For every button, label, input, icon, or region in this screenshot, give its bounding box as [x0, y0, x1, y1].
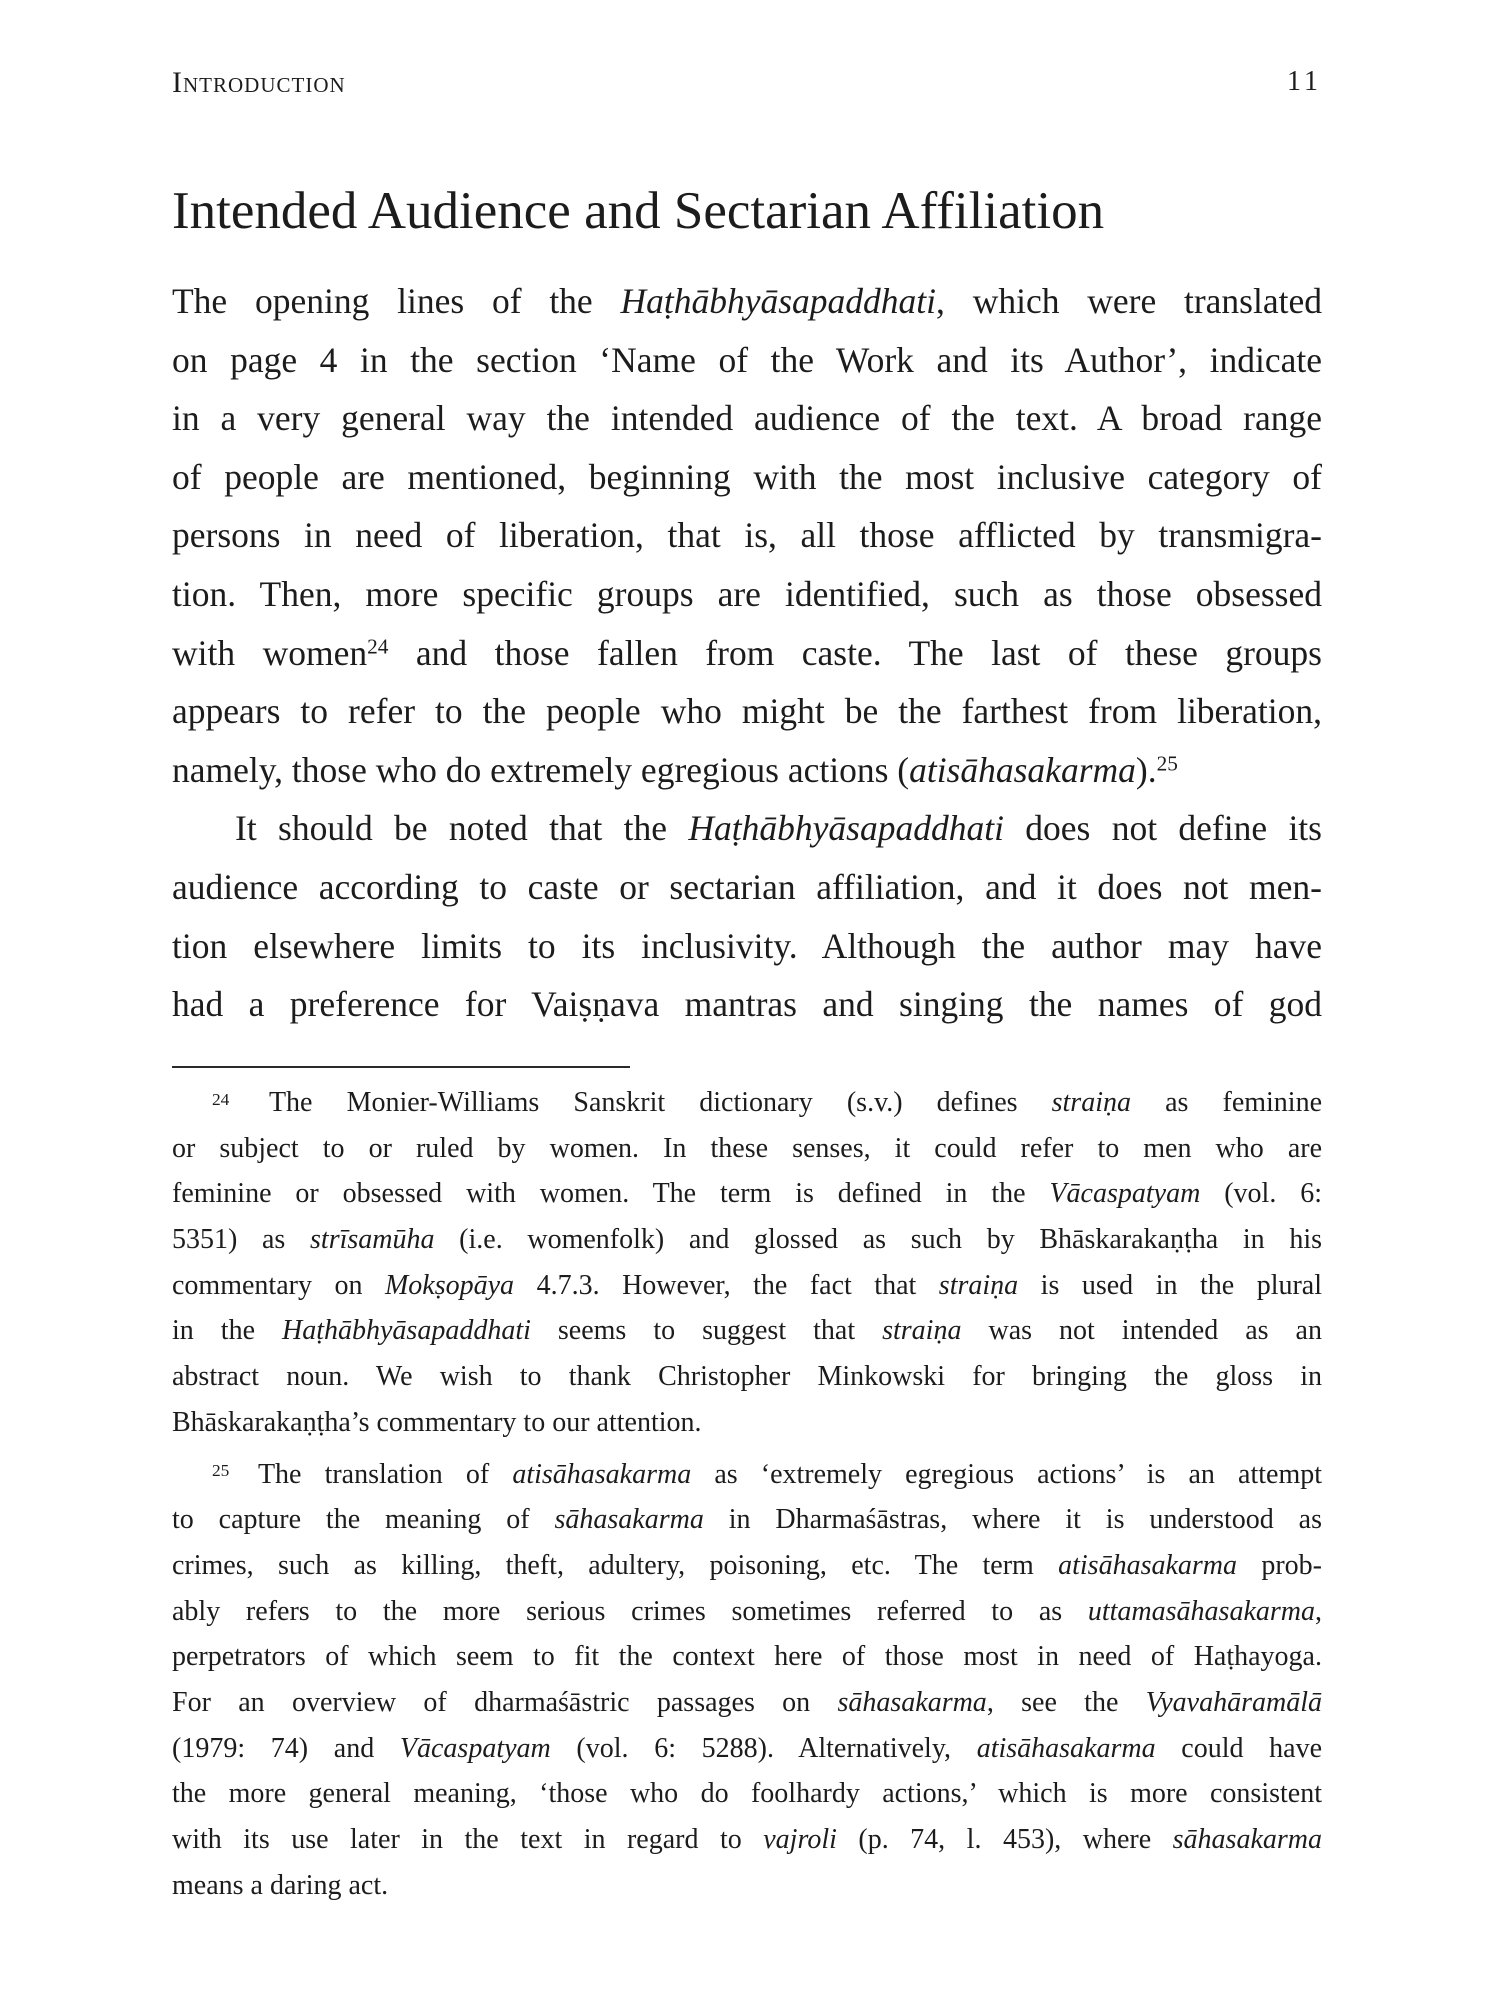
footnote-24-line: feminine or obsessed with women. The term is defined in the Vācaspatyam (vol. 6: [172, 1178, 1322, 1210]
footnote-25-line: the more general meaning, ‘those who do foolhardy actions,’ which is more consistent [172, 1778, 1322, 1810]
body-line: persons in need of liberation, that is, all those afflicted by transmigra- [172, 515, 1322, 556]
footnote-25-line: means a daring act. [172, 1869, 389, 1901]
footnote-25-line: crimes, such as killing, theft, adultery, poisoning, etc. The term atisāhasakarma prob- [172, 1549, 1322, 1581]
footnote-24-line: Bhāskarakaṇṭha’s commentary to our attention. [172, 1406, 702, 1438]
footnote-25-line: to capture the meaning of sāhasakarma in Dharmaśāstras, where it is understood as [172, 1504, 1322, 1536]
footnote-24-line: in the Haṭhābhyāsapaddhati seems to suggest that straiṇa was not intended as an [172, 1315, 1322, 1347]
body-line: on page 4 in the section ‘Name of the Work and its Author’, indicate [172, 339, 1322, 380]
body-line: tion elsewhere limits to its inclusivity. Although the author may have [172, 925, 1322, 966]
footnote-25-line: (1979: 74) and Vācaspatyam (vol. 6: 5288). Alternatively, atisāhasakarma could have [172, 1732, 1323, 1764]
footnote-ref-24[interactable]: 24 [367, 633, 389, 658]
footnote-ref-25[interactable]: 25 [1156, 751, 1178, 776]
footnote-mark-25: 25 [212, 1461, 230, 1481]
body-line: namely, those who do extremely egregious actions (atisāhasakarma).$^{25}$ [172, 749, 1178, 790]
body-line: had a preference for Vaiṣṇava mantras and singing the names of god [172, 984, 1322, 1025]
body-line: in a very general way the intended audience of the text. A broad range [172, 398, 1322, 439]
footnote-25-line: For an overview of dharmaśāstric passages on sāhasakarma, see the Vyavahāramālā [172, 1686, 1322, 1718]
body-line: of people are mentioned, beginning with the most inclusive category of [172, 456, 1322, 497]
running-head [172, 66, 1322, 106]
body-line: tion. Then, more specific groups are identified, such as those obsessed [172, 573, 1322, 614]
body-line: with women$^{24}$ and those fallen from caste. The last of these groups [172, 632, 1322, 673]
running-head-title: Introduction [172, 66, 346, 99]
footnote-divider [172, 1066, 630, 1068]
body-line: appears to refer to the people who might be the farthest from liberation, [172, 691, 1322, 732]
footnote-25-line: $^{25}$ The translation of atisāhasakarma as ‘extremely egregious actions’ is an attempt [212, 1458, 1322, 1490]
section-title: Intended Audience and Sectarian Affiliation [172, 182, 1105, 240]
footnotes [172, 1080, 1322, 1908]
footnote-24-line: commentary on Mokṣopāya 4.7.3. However, the fact that straiṇa is used in the plural [172, 1269, 1323, 1301]
body-line: audience according to caste or sectarian affiliation, and it does not men- [172, 866, 1322, 907]
page-number: 11 [1287, 66, 1322, 97]
footnote-mark-24: 24 [212, 1089, 230, 1109]
footnote-24-line: or subject to or ruled by women. In these senses, it could refer to men who are [172, 1132, 1322, 1164]
footnote-24-line: abstract noun. We wish to thank Christopher Minkowski for bringing the gloss in [172, 1361, 1322, 1393]
footnote-25-line: ably refers to the more serious crimes sometimes referred to as uttamasāhasakarma, [172, 1595, 1322, 1627]
footnote-24-line: 5351) as strīsamūha (i.e. womenfolk) and glossed as such by Bhāskarakaṇṭha in his [172, 1224, 1323, 1256]
footnote-25-line: perpetrators of which seem to fit the context here of those most in need of Haṭhayoga. [172, 1641, 1322, 1673]
footnote-25-line: with its use later in the text in regard to vajroli (p. 74, l. 453), where sāhasakarma [172, 1824, 1322, 1855]
body-line: The opening lines of the Haṭhābhyāsapaddhati, which were translated [172, 281, 1322, 321]
footnote-24-line: $^{24}$ The Monier-Williams Sanskrit dictionary (s.v.) defines straiṇa as feminine [212, 1087, 1323, 1118]
body-line: It should be noted that the Haṭhābhyāsapaddhati does not define its [235, 808, 1322, 849]
body-text [172, 272, 1322, 1034]
